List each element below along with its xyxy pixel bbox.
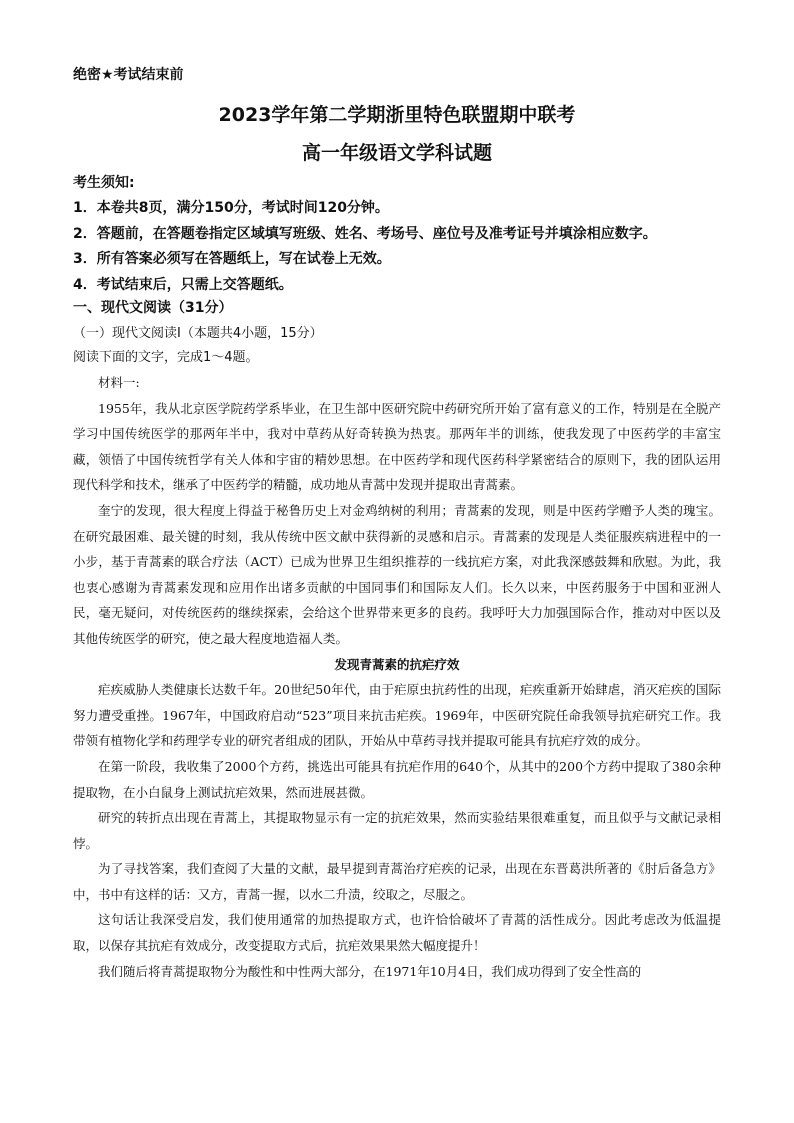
passage-paragraph: 1955年，我从北京医学院药学系毕业，在卫生部中医研究院中药研究所开始了富有意义的工作，特别是在全脱产学习中国传统医学的那两年半中，我对中草药从好奇转换为热衷。那两年半的训练，使我发现了中医药学的丰富宝藏，领悟了中国传统哲学有关人体和宇宙的精妙思想。在中医药学和现代医药科学紧密结合的原则下，我的团队运用现代科学和技术，继承了中医药学的精髓，成功地从青蒿中发现并提取出青蒿素。 — [73, 400, 721, 493]
passage-paragraph: 为了寻找答案，我们查阅了大量的文献，最早提到青蒿治疗疟疾的记录，出现在东晋葛洪所著的《肘后备急方》中，书中有这样的话：又方，青蒿一握，以水二升渍，绞取之，尽服之。 — [73, 861, 721, 902]
passage-paragraph: 奎宁的发现，很大程度上得益于秘鲁历史上对金鸡纳树的利用；青蒿素的发现，则是中医药学赠予人类的瑰宝。在研究最困难、最关键的时刻，我从传统中医文献中获得新的灵感和启示。青蒿素的发现是人类征服疾病进程中的一小步，基于青蒿素的联合疗法（ACT）已成为世界卫生组织推荐的一线抗疟方案，对此我深感鼓舞和欣慰。为此，我也衷心感谢为青蒿素发现和应用作出诸多贡献的中国同事们和国际友人们。长久以来，中医药服务于中国和亚洲人民，毫无疑问，对传统医药的继续探索，会给这个世界带来更多的良药。我呼吁大力加强国际合作，推动对中医以及其他传统医学的研究，使之最大程度地造福人类。 — [73, 502, 721, 646]
passage-paragraph: 疟疾威胁人类健康长达数千年。20世纪50年代，由于疟原虫抗药性的出现，疟疾重新开始肆虐，消灭疟疾的国际努力遭受重挫。1967年，中国政府启动“523”项目来抗击疟疾。1969年，中医研究院任命我领导抗疟研究工作。我带领有植物化学和药理学专业的研究者组成的团队，开始从中草药寻找并提取可能具有抗疟疗效的成分。 — [73, 682, 721, 749]
exam-title: 2023学年第二学期浙里特色联盟期中联考 — [218, 104, 576, 126]
confidential-label: 绝密★考试结束前 — [73, 67, 184, 83]
reading-instruction: 阅读下面的文字，完成1～4题。 — [73, 350, 259, 365]
notice-item: 1．本卷共8页，满分150分，考试时间120分钟。 — [73, 200, 389, 216]
notice-heading: 考生须知: — [73, 175, 135, 191]
passage-subtitle: 发现青蒿素的抗疟疗效 — [334, 656, 460, 672]
reading-passage — [73, 370, 721, 984]
section-heading: 一、现代文阅读（31分） — [73, 300, 233, 316]
material-label: 材料一: — [98, 375, 140, 390]
notice-item: 2．答题前，在答题卷指定区域填写班级、姓名、考场号、座位号及准考证号并填涂相应数字。 — [73, 225, 657, 242]
passage-paragraph: 这句话让我深受启发，我们使用通常的加热提取方式，也许恰恰破坏了青蒿的活性成分。因此考虑改为低温提取，以保存其抗疟有效成分，改变提取方式后，抗疟效果果然大幅度提升！ — [73, 912, 721, 954]
passage-paragraph: 我们随后将青蒿提取物分为酸性和中性两大部分，在1971年10月4日，我们成功得到了安全性高的 — [98, 963, 642, 979]
exam-subtitle: 高一年级语文学科试题 — [301, 142, 492, 164]
passage-paragraph: 在第一阶段，我收集了2000个方药，挑选出可能具有抗疟作用的640个，从其中的200个方药中提取了380余种提取物，在小白鼠身上测试抗疟效果，然而进展甚微。 — [73, 758, 721, 800]
notice-item: 4．考试结束后，只需上交答题纸。 — [73, 276, 293, 293]
notice-list — [73, 196, 657, 298]
passage-paragraph: 研究的转折点出现在青蒿上，其提取物显示有一定的抗疟效果，然而实验结果很难重复，而且似乎与文献记录相悖。 — [73, 810, 721, 851]
section-subheading: （一）现代文阅读Ⅰ（本题共4小题，15分） — [73, 326, 323, 341]
notice-item: 3．所有答案必须写在答题纸上，写在试卷上无效。 — [73, 251, 391, 267]
